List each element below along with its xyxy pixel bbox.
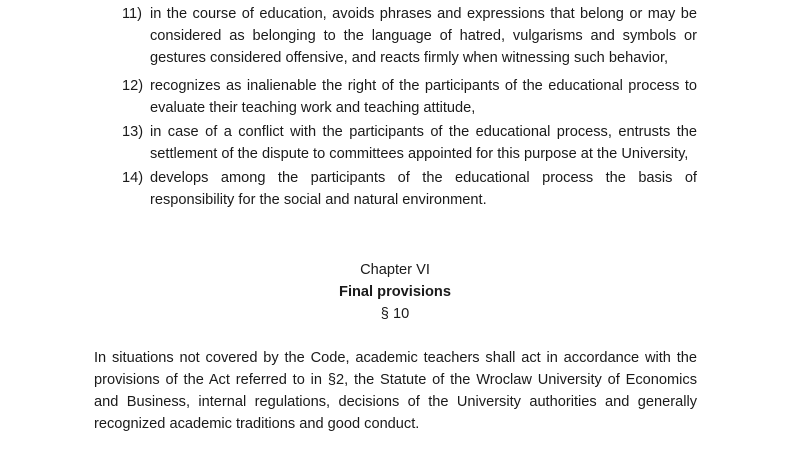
chapter-title: Final provisions [339,284,451,300]
chapter-label: Chapter VI [360,262,430,278]
list-item-number: 13) [122,124,144,140]
provisions-list [122,3,697,211]
list-item [122,167,697,211]
section-number: § 10 [380,306,410,322]
list-item [122,3,697,69]
body-paragraph: In situations not covered by the Code, academic teachers shall act in accordance with the provisions of the Act referred to in §2, the Statute of the Wroclaw University of Economics and Business, internal regulations, decisions of the University authorities and generally recognized academic traditions and good conduct. [94,350,697,432]
list-item-text: recognizes as inalienable the right of the participants of the educational process to evaluate their teaching work and teaching attitude, [150,78,697,116]
list-item [122,121,697,165]
list-item-number: 11) [122,6,143,22]
list-item-text: in the course of education, avoids phrases and expressions that belong or may be considered as belonging to the language of hatred, vulgarisms and symbols or gestures considered offensive, and reacts firmly when witnessing such behavior, [150,6,697,66]
list-item-text: in case of a conflict with the participants of the educational process, entrusts the settlement of the dispute to committees appointed for this purpose at the University, [150,124,697,162]
list-item [122,75,697,119]
list-item-text: develops among the participants of the educational process the basis of responsibility for the social and natural environment. [150,170,697,208]
list-item-number: 14) [122,170,144,186]
list-item-number: 12) [122,78,144,94]
